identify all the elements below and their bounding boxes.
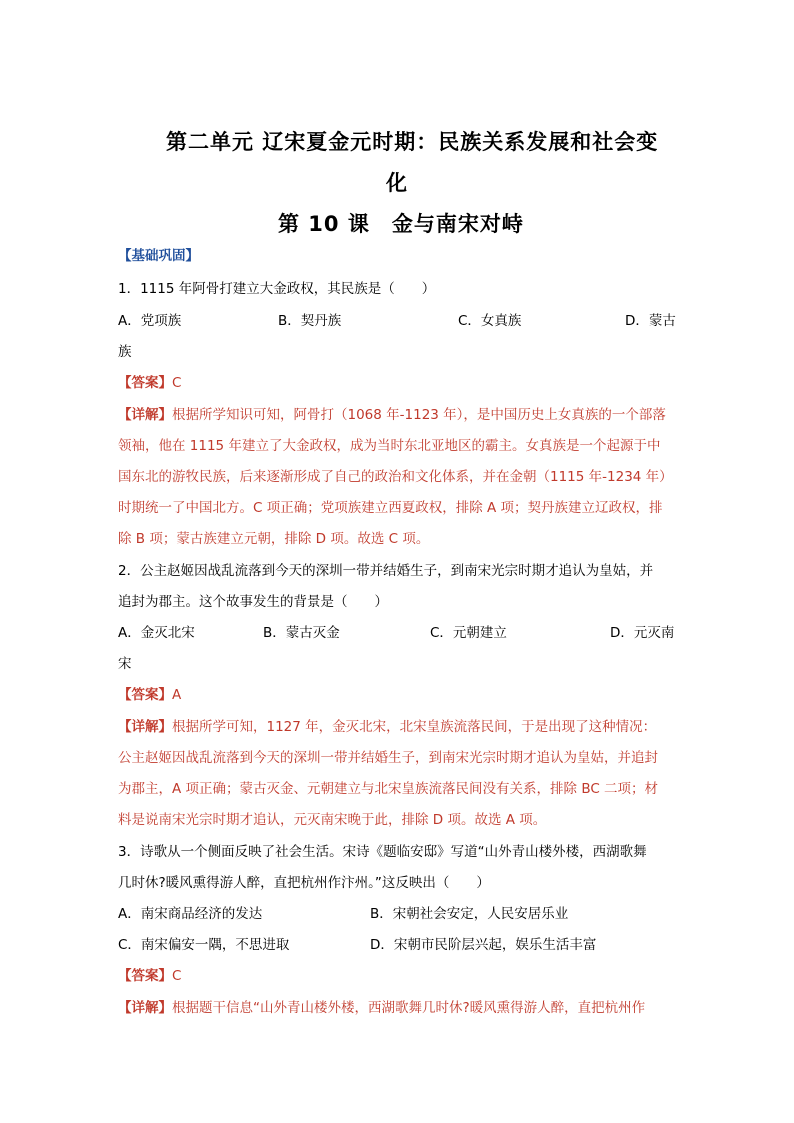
q2-stem-line: 2．公主赵姬因战乱流落到今天的深圳一带并结婚生子，到南宋光宗时期才追认为皇姑，并 bbox=[118, 563, 654, 579]
unit-title-line1: 第二单元 辽宋夏金元时期：民族关系发展和社会变 bbox=[166, 130, 659, 154]
q1-option-wrap: 族 bbox=[118, 344, 132, 360]
q3-stem-line: 几时休?暖风熏得游人醉，直把杭州作汴州。”这反映出（ ） bbox=[118, 875, 490, 891]
q1-detail-line: 时期统一了中国北方。C 项正确；党项族建立西夏政权，排除 A 项；契丹族建立辽政权，排 bbox=[118, 500, 663, 516]
q2-detail-line: 为郡主，A 项正确；蒙古灭金、元朝建立与北宋皇族流落民间没有关系，排除 BC 二项；材 bbox=[118, 781, 659, 797]
q3-option-a: A．南宋商品经济的发达 bbox=[118, 906, 263, 922]
lesson-title: 第 10 课 金与南宋对峙 bbox=[278, 212, 524, 236]
detail-label: 【详解】 bbox=[118, 1000, 172, 1016]
q3-answer bbox=[118, 966, 181, 986]
q1-answer bbox=[118, 373, 181, 393]
answer-value: A bbox=[172, 687, 182, 703]
q1-option-b: B．契丹族 bbox=[278, 313, 342, 329]
detail-text: 根据题干信息“山外青山楼外楼，西湖歌舞几时休?暖风熏得游人醉，直把杭州作 bbox=[172, 1000, 646, 1016]
q1-option-a: A．党项族 bbox=[118, 313, 182, 329]
answer-label: 【答案】 bbox=[118, 968, 172, 984]
q2-stem-line: 追封为郡主。这个故事发生的背景是（ ） bbox=[118, 594, 388, 610]
q2-option-c: C．元朝建立 bbox=[430, 625, 507, 641]
q1-detail-line: 除 B 项；蒙古族建立元朝，排除 D 项。故选 C 项。 bbox=[118, 531, 430, 547]
answer-label: 【答案】 bbox=[118, 375, 172, 391]
unit-title-line2: 化 bbox=[386, 171, 408, 195]
q2-option-wrap: 宋 bbox=[118, 656, 132, 672]
q1-option-d: D．蒙古 bbox=[625, 313, 676, 329]
q3-stem-line: 3．诗歌从一个侧面反映了社会生活。宋诗《题临安邸》写道“山外青山楼外楼，西湖歌舞 bbox=[118, 844, 647, 860]
q2-option-a: A．金灭北宋 bbox=[118, 625, 195, 641]
detail-label: 【详解】 bbox=[118, 407, 172, 423]
q1-detail-line bbox=[118, 405, 666, 425]
answer-value: C bbox=[172, 375, 182, 391]
q3-option-b: B．宋朝社会安定，人民安居乐业 bbox=[370, 906, 569, 922]
q3-detail-line bbox=[118, 998, 645, 1018]
q2-detail-line: 料是说南宋光宗时期才追认，元灭南宋晚于此，排除 D 项。故选 A 项。 bbox=[118, 812, 547, 828]
section-label: 【基础巩固】 bbox=[118, 248, 199, 264]
q2-answer bbox=[118, 685, 181, 705]
q3-option-d: D．宋朝市民阶层兴起，娱乐生活丰富 bbox=[370, 937, 597, 953]
q3-option-c: C．南宋偏安一隅，不思进取 bbox=[118, 937, 290, 953]
answer-label: 【答案】 bbox=[118, 687, 172, 703]
q1-stem: 1．1115 年阿骨打建立大金政权，其民族是（ ） bbox=[118, 281, 436, 297]
q1-detail-line: 国东北的游牧民族，后来逐渐形成了自己的政治和文化体系，并在金朝（1115 年-1234 年） bbox=[118, 469, 673, 485]
detail-text: 根据所学可知，1127 年，金灭北宋，北宋皇族流落民间，于是出现了这种情况： bbox=[172, 719, 657, 735]
q2-option-d: D．元灭南 bbox=[610, 625, 675, 641]
q1-option-c: C．女真族 bbox=[458, 313, 522, 329]
answer-value: C bbox=[172, 968, 182, 984]
q2-option-b: B．蒙古灭金 bbox=[263, 625, 340, 641]
detail-label: 【详解】 bbox=[118, 719, 172, 735]
detail-text: 根据所学知识可知，阿骨打（1068 年-1123 年），是中国历史上女真族的一个部落 bbox=[172, 407, 666, 423]
q2-detail-line bbox=[118, 717, 656, 737]
q2-detail-line: 公主赵姬因战乱流落到今天的深圳一带并结婚生子，到南宋光宗时期才追认为皇姑，并追封 bbox=[118, 750, 658, 766]
q1-detail-line: 领袖，他在 1115 年建立了大金政权，成为当时东北亚地区的霸主。女真族是一个起源于中 bbox=[118, 438, 661, 454]
